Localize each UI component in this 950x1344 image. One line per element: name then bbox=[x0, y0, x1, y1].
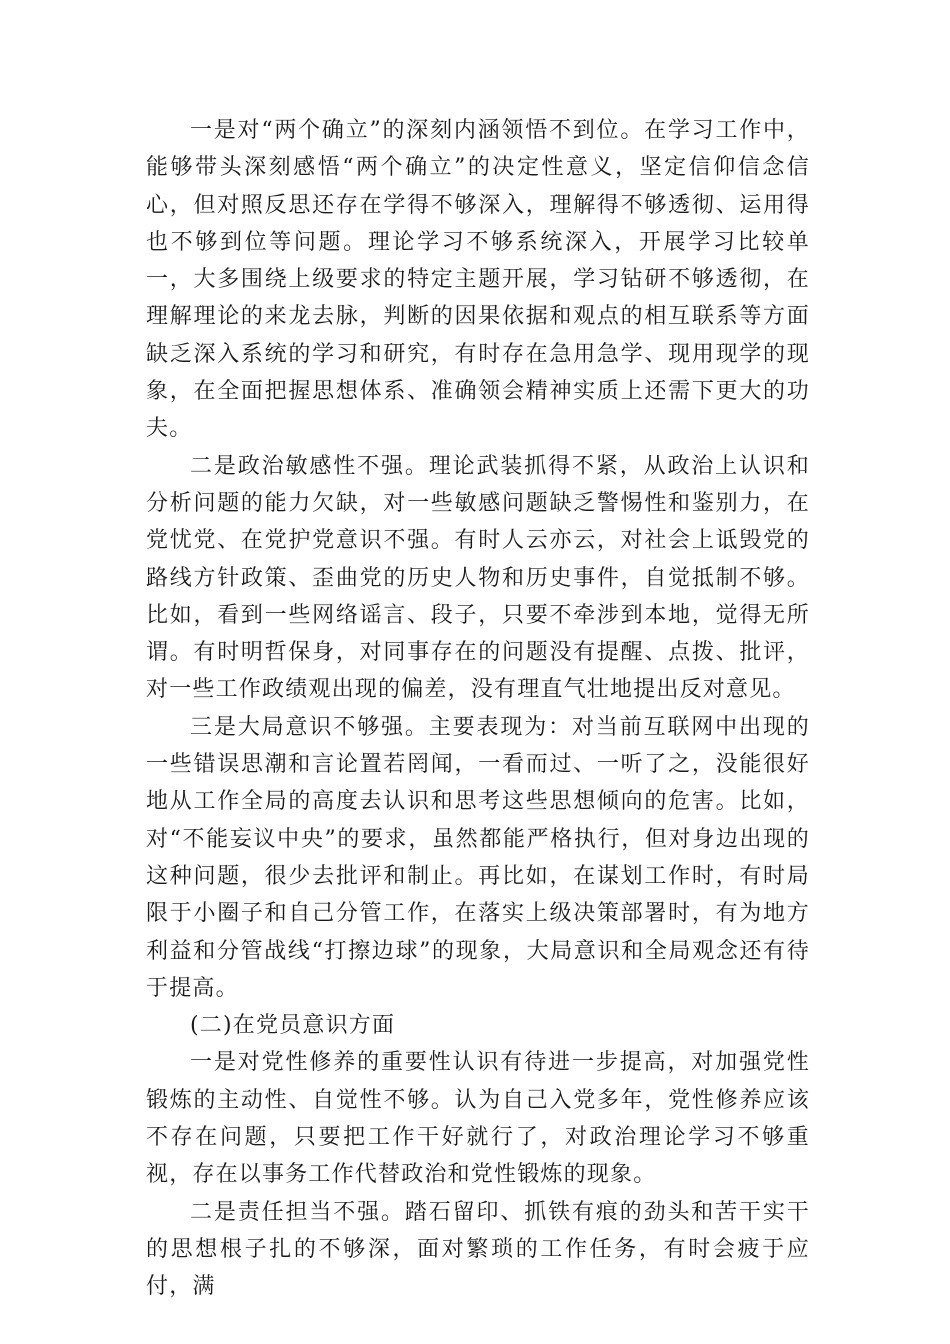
paragraph-responsibility: 二是责任担当不强。踏石留印、抓铁有痕的劲头和苦干实干的思想根子扎的不够深，面对繁琐的工作任务，有时会疲于应付，满 bbox=[146, 1199, 810, 1300]
paragraph-political-sensitivity: 二是政治敏感性不强。理论武装抓得不紧，从政治上认识和分析问题的能力欠缺，对一些敏感问题缺乏警惕性和鉴别力，在党忧党、在党护党意识不强。有时人云亦云，对社会上诋毁党的路线方针政策、歪曲党的历史人物和历史事件，自觉抵制不够。比如，看到一些网络谣言、段子，只要不牵涉到本地，觉得无所谓。有时明哲保身，对同事存在的问题没有提醒、点拨、批评，对一些工作政绩观出现的偏差，没有理直气壮地提出反对意见。 bbox=[146, 453, 810, 703]
paragraph-two-establishments: 一是对“两个确立”的深刻内涵领悟不到位。在学习工作中，能够带头深刻感悟“两个确立”的决定性意义，坚定信仰信念信心，但对照反思还存在学得不够深入，理解得不够透彻、运用得也不够到位等问题。理论学习不够系统深入，开展学习比较单一，大多围绕上级要求的特定主题开展，学习钻研不够透彻，在理解理论的来龙去脉，判断的因果依据和观点的相互联系等方面缺乏深入系统的学习和研究，有时存在急用急学、现用现学的现象，在全面把握思想体系、准确领会精神实质上还需下更大的功夫。 bbox=[146, 118, 810, 442]
paragraph-overall-awareness: 三是大局意识不够强。主要表现为：对当前互联网中出现的一些错误思潮和言论置若罔闻，一看而过、一听了之，没能很好地从工作全局的高度去认识和思考这些思想倾向的危害。比如，对“不能妄议中央”的要求，虽然都能严格执行，但对身边出现的这种问题，很少去批评和制止。再比如，在谋划工作时，有时局限于小圈子和自己分管工作，在落实上级决策部署时，有为地方利益和分管战线“打擦边球”的现象，大局意识和全局观念还有待于提高。 bbox=[146, 714, 810, 1001]
paragraph-party-spirit: 一是对党性修养的重要性认识有待进一步提高，对加强党性锻炼的主动性、自觉性不够。认为自己入党多年，党性修养应该不存在问题，只要把工作干好就行了，对政治理论学习不够重视，存在以事务工作代替政治和党性锻炼的现象。 bbox=[146, 1050, 810, 1188]
section-heading: (二)在党员意识方面 bbox=[190, 1013, 396, 1039]
document-page bbox=[146, 112, 810, 1306]
